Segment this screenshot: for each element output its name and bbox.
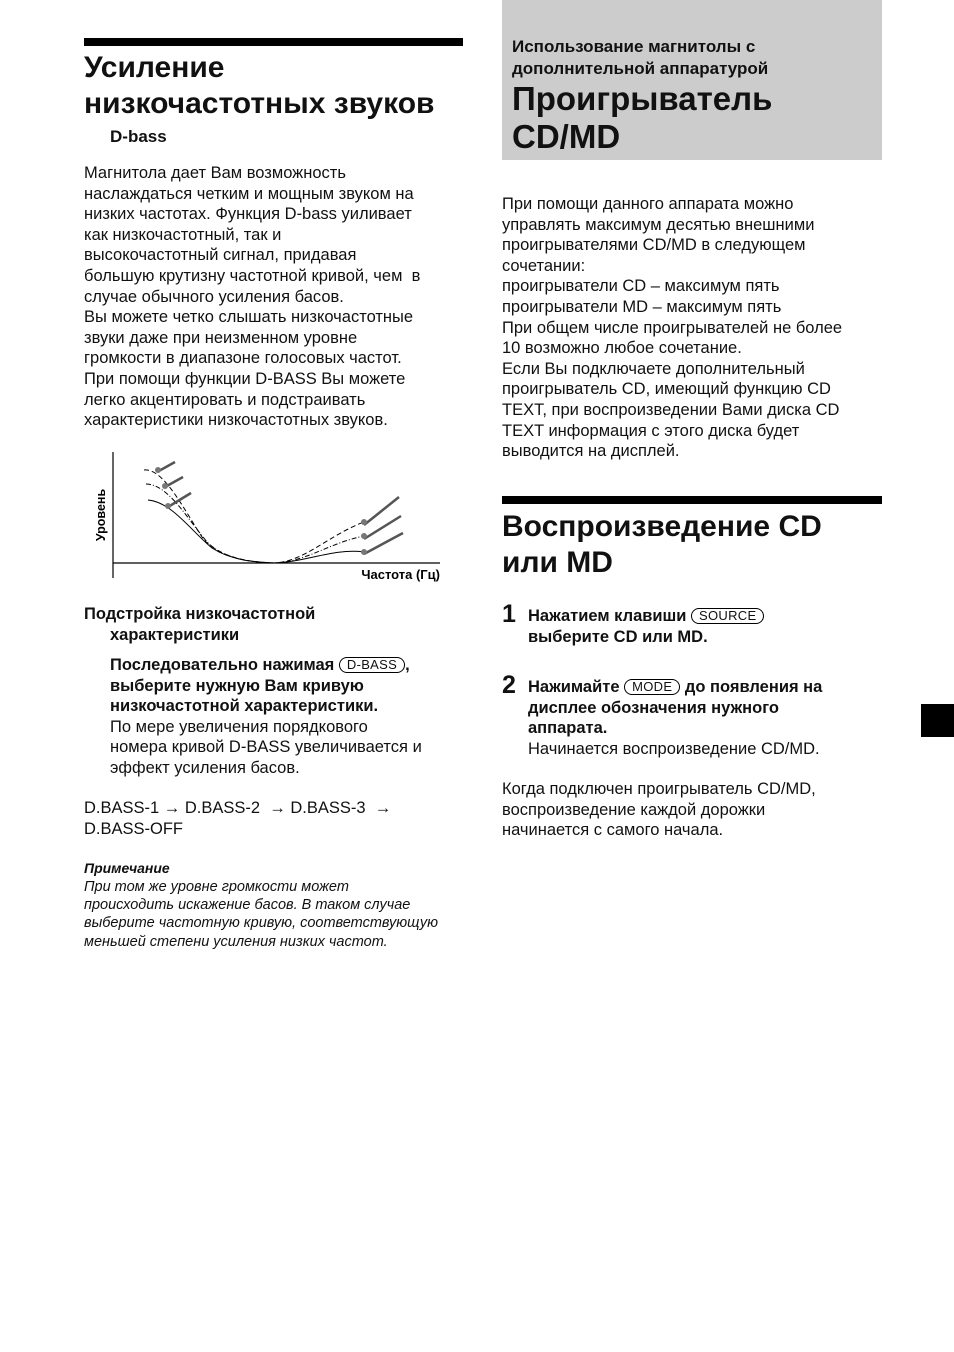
curve-marker-dot [361, 533, 367, 539]
arrow-right-icon: → [163, 799, 181, 817]
chapter-header-small [512, 36, 768, 80]
text-line: управлять максимум десятью внешними [502, 215, 815, 234]
left-subtitle: D-bass [110, 127, 167, 146]
right-title-rule [502, 496, 882, 504]
text-line: низких частотах. Функция D-bass уиливает [84, 205, 412, 224]
note-text [84, 878, 469, 951]
text-line: Вы можете четко слышать низкочастотные [84, 308, 414, 327]
text-line: проигрывателями CD/MD в следующем [502, 236, 806, 255]
instruction-prefix: Последовательно нажимая [110, 656, 335, 674]
step-2-prefix: Нажимайте [528, 678, 620, 696]
note-line: При том же уровне громкости может [84, 879, 349, 895]
text-line: При помощи данного аппарата можно [502, 195, 794, 213]
note-title: Примечание [84, 860, 170, 876]
text-line: звуки даже при неизменном уровне [84, 328, 358, 347]
adjust-heading-line1: Подстройка низкочастотной [84, 605, 316, 623]
chapter-title-line1: Проигрыватель [512, 80, 773, 117]
sequence-item: D.BASS-OFF [84, 819, 184, 838]
adjust-instruction [110, 655, 465, 779]
curve-marker-dot [155, 467, 161, 473]
curve-marker-dot [165, 503, 171, 509]
step-2-suffix: до появления на [684, 678, 823, 696]
right-title-line1: Воспроизведение CD [502, 510, 822, 543]
text-line: наслаждаться четким и мощным звуком на [84, 184, 414, 203]
step-2-line3: аппарата. [528, 719, 608, 738]
text-line: проигрыватель CD, имеющий функцию CD [502, 380, 831, 399]
text-line: как низкочастотный, так и [84, 225, 282, 244]
x-axis-label: Частота (Гц) [361, 567, 440, 582]
text-line: характеристики низкочастотных звуков. [84, 411, 388, 430]
text-line: Если Вы подключаете дополнительный [502, 359, 805, 378]
text-line: начинается с самого начала. [502, 821, 724, 840]
arrow-right-icon: → [269, 799, 286, 817]
adjust-heading-line2: характеристики [110, 625, 240, 644]
sequence-item: D.BASS-2 [184, 799, 261, 817]
right-title-line2: или MD [502, 546, 613, 579]
mode-key: MODE [624, 679, 680, 695]
dbass-curve-3 [144, 470, 364, 563]
chapter-header-title [512, 80, 772, 156]
text-line: случае обычного усиления басов. [84, 287, 344, 306]
text-line: выводится на дисплей. [502, 442, 680, 461]
instruction-line2: выберите нужную Вам кривую [110, 676, 364, 695]
step-1-number: 1 [502, 600, 516, 628]
curve-marker-arrow [168, 493, 191, 507]
sequence-line1 [84, 798, 469, 819]
text-line: проигрыватели CD – максимум пять [502, 277, 780, 296]
curve-marker-dot [361, 549, 367, 555]
text-line: 10 возможно любое сочетание. [502, 339, 742, 358]
curve-marker-dot [162, 483, 168, 489]
y-axis-label: Уровень [94, 488, 108, 542]
chapter-tab-marker [921, 704, 954, 737]
text-line: Магнитола дает Вам возможность [84, 164, 346, 182]
text-line: TEXT информация с этого диска будет [502, 421, 800, 440]
step-1-prefix: Нажатием клавиши [528, 607, 687, 625]
dbass-curve-2 [146, 484, 364, 563]
right-intro-text [502, 194, 887, 462]
text-line: Когда подключен проигрыватель CD/MD, [502, 780, 816, 798]
arrow-right-icon: → [374, 799, 392, 817]
right-section-title [502, 509, 892, 581]
left-title-line1: Усиление [84, 51, 225, 84]
left-section-title [84, 50, 474, 122]
text-line: При общем числе проигрывателей не более [502, 318, 843, 337]
chapter-title-line2: CD/MD [512, 118, 621, 155]
dbass-curve-1 [148, 500, 364, 563]
adjust-heading [84, 604, 469, 645]
text-line: По мере увеличения порядкового [110, 717, 368, 736]
sequence-item: D.BASS-1 [84, 799, 160, 817]
text-line: высокочастотный сигнал, придавая [84, 246, 357, 265]
text-line: сочетании: [502, 256, 586, 275]
step-2-text [528, 677, 883, 759]
text-line: большую крутизну частотной кривой, чем в [84, 266, 421, 285]
note-line: выберите частотную кривую, соответствующую [84, 915, 438, 932]
step-2-number: 2 [502, 671, 516, 699]
step-2-result: Начинается воспроизведение CD/MD. [528, 739, 820, 758]
step-2-line1 [528, 677, 883, 698]
dbass-sequence [84, 798, 469, 839]
right-closing-text [502, 779, 887, 841]
source-key: SOURCE [691, 608, 764, 624]
text-line: громкости в диапазоне голосовых частот. [84, 349, 402, 368]
note-line: происходить искажение басов. В таком случае [84, 897, 411, 914]
text-line: эффект усиления басов. [110, 758, 300, 777]
chapter-header-small-line2: дополнительной аппаратурой [512, 59, 769, 78]
text-line: При помощи функции D-BASS Вы можете [84, 369, 406, 388]
text-line: проигрыватели MD – максимум пять [502, 297, 782, 316]
text-line: TEXT, при воспроизведении Вами диска CD [502, 400, 840, 419]
instruction-suffix: , [405, 656, 410, 674]
left-title-line2: низкочастотных звуков [84, 87, 435, 120]
text-line: номера кривой D-BASS увеличивается и [110, 738, 422, 757]
dbass-curve-diagram [84, 440, 454, 590]
curve-marker-dot [361, 519, 367, 525]
chapter-header-small-line1: Использование магнитолы с [512, 37, 756, 56]
sequence-item: D.BASS-3 [290, 799, 366, 817]
left-title-rule [84, 38, 463, 46]
note-line: меньшей степени усиления низких частот. [84, 933, 388, 950]
dbass-key: D-BASS [339, 657, 405, 673]
step-2-line2: дисплее обозначения нужного [528, 698, 779, 717]
step-1-line1 [528, 606, 883, 627]
text-line: воспроизведение каждой дорожки [502, 800, 766, 819]
instruction-line1 [110, 655, 465, 676]
instruction-line3: низкочастотной характеристики. [110, 697, 379, 716]
text-line: легко акцентировать и подстраивать [84, 390, 366, 409]
step-1-text [528, 606, 883, 647]
left-intro-text [84, 163, 469, 431]
step-1-line2: выберите CD или MD. [528, 627, 708, 646]
